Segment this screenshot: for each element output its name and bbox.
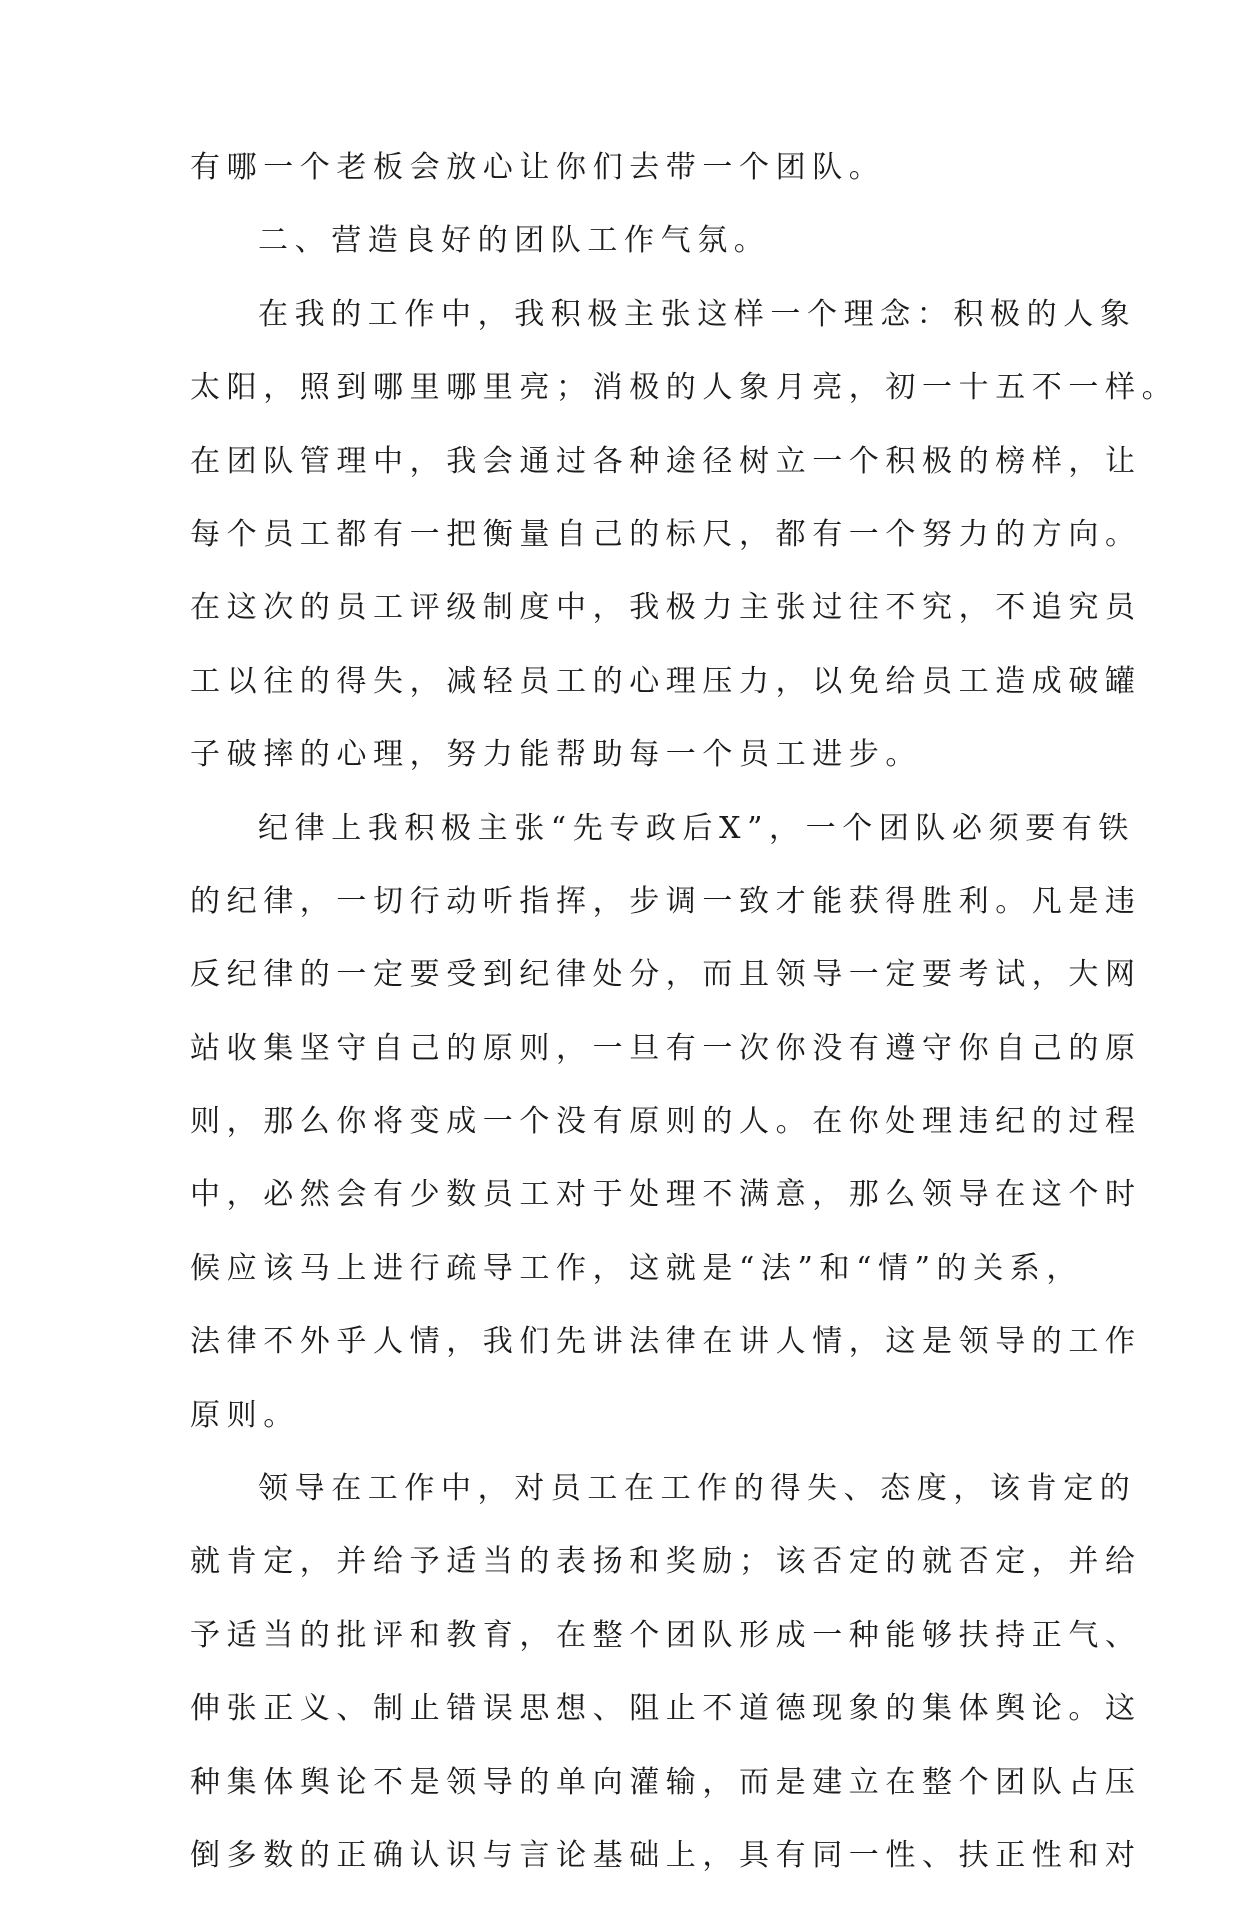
text-line: 站收集坚守自己的原则，一旦有一次你没有遵守你自己的原: [190, 1030, 1142, 1066]
text-line: 则，那么你将变成一个没有原则的人。在你处理违纪的过程: [190, 1104, 1142, 1140]
text-line: 太阳，照到哪里哪里亮；消极的人象月亮，初一十五不一样。: [190, 370, 1179, 406]
text-line: 中，必然会有少数员工对于处理不满意，那么领导在这个时: [190, 1177, 1142, 1213]
text-line: 纪律上我积极主张“先专政后X”，一个团队必须要有铁: [258, 810, 1136, 846]
text-line: 原则。: [190, 1397, 300, 1433]
text-line: 法律不外乎人情，我们先讲法律在讲人情，这是领导的工作: [190, 1324, 1142, 1360]
text-line: 伸张正义、制止错误思想、阻止不道德现象的集体舆论。这: [190, 1691, 1142, 1727]
text-line: 有哪一个老板会放心让你们去带一个团队。: [190, 150, 886, 185]
text-line: 在团队管理中，我会通过各种途径树立一个积极的榜样，让: [190, 443, 1142, 479]
section-heading: 二、营造良好的团队工作气氛。: [258, 223, 771, 259]
text-line: 在这次的员工评级制度中，我极力主张过往不究，不追究员: [190, 590, 1142, 626]
body-text: [190, 150, 1179, 1914]
text-line: 倒多数的正确认识与言论基础上，具有同一性、扶正性和对: [190, 1837, 1142, 1873]
text-line: 子破摔的心理，努力能帮助每一个员工进步。: [190, 737, 922, 773]
text-line: 在我的工作中，我积极主张这样一个理念：积极的人象: [258, 296, 1137, 332]
text-line: 工以往的得失，减轻员工的心理压力，以免给员工造成破罐: [190, 663, 1142, 699]
text-line: 领导在工作中，对员工在工作的得失、态度，该肯定的: [258, 1471, 1137, 1507]
text-line: 就肯定，并给予适当的表扬和奖励；该否定的就否定，并给: [190, 1544, 1142, 1580]
text-line: 予适当的批评和教育，在整个团队形成一种能够扶持正气、: [190, 1617, 1142, 1653]
text-line: 种集体舆论不是领导的单向灌输，而是建立在整个团队占压: [190, 1764, 1142, 1800]
text-line: 的纪律，一切行动听指挥，步调一致才能获得胜利。凡是违: [190, 883, 1142, 919]
text-line: 反纪律的一定要受到纪律处分，而且领导一定要考试，大网: [190, 957, 1142, 993]
text-line: 每个员工都有一把衡量自己的标尺，都有一个努力的方向。: [190, 516, 1142, 552]
text-line: 候应该马上进行疏导工作，这就是“法”和“情”的关系，: [190, 1250, 1083, 1286]
